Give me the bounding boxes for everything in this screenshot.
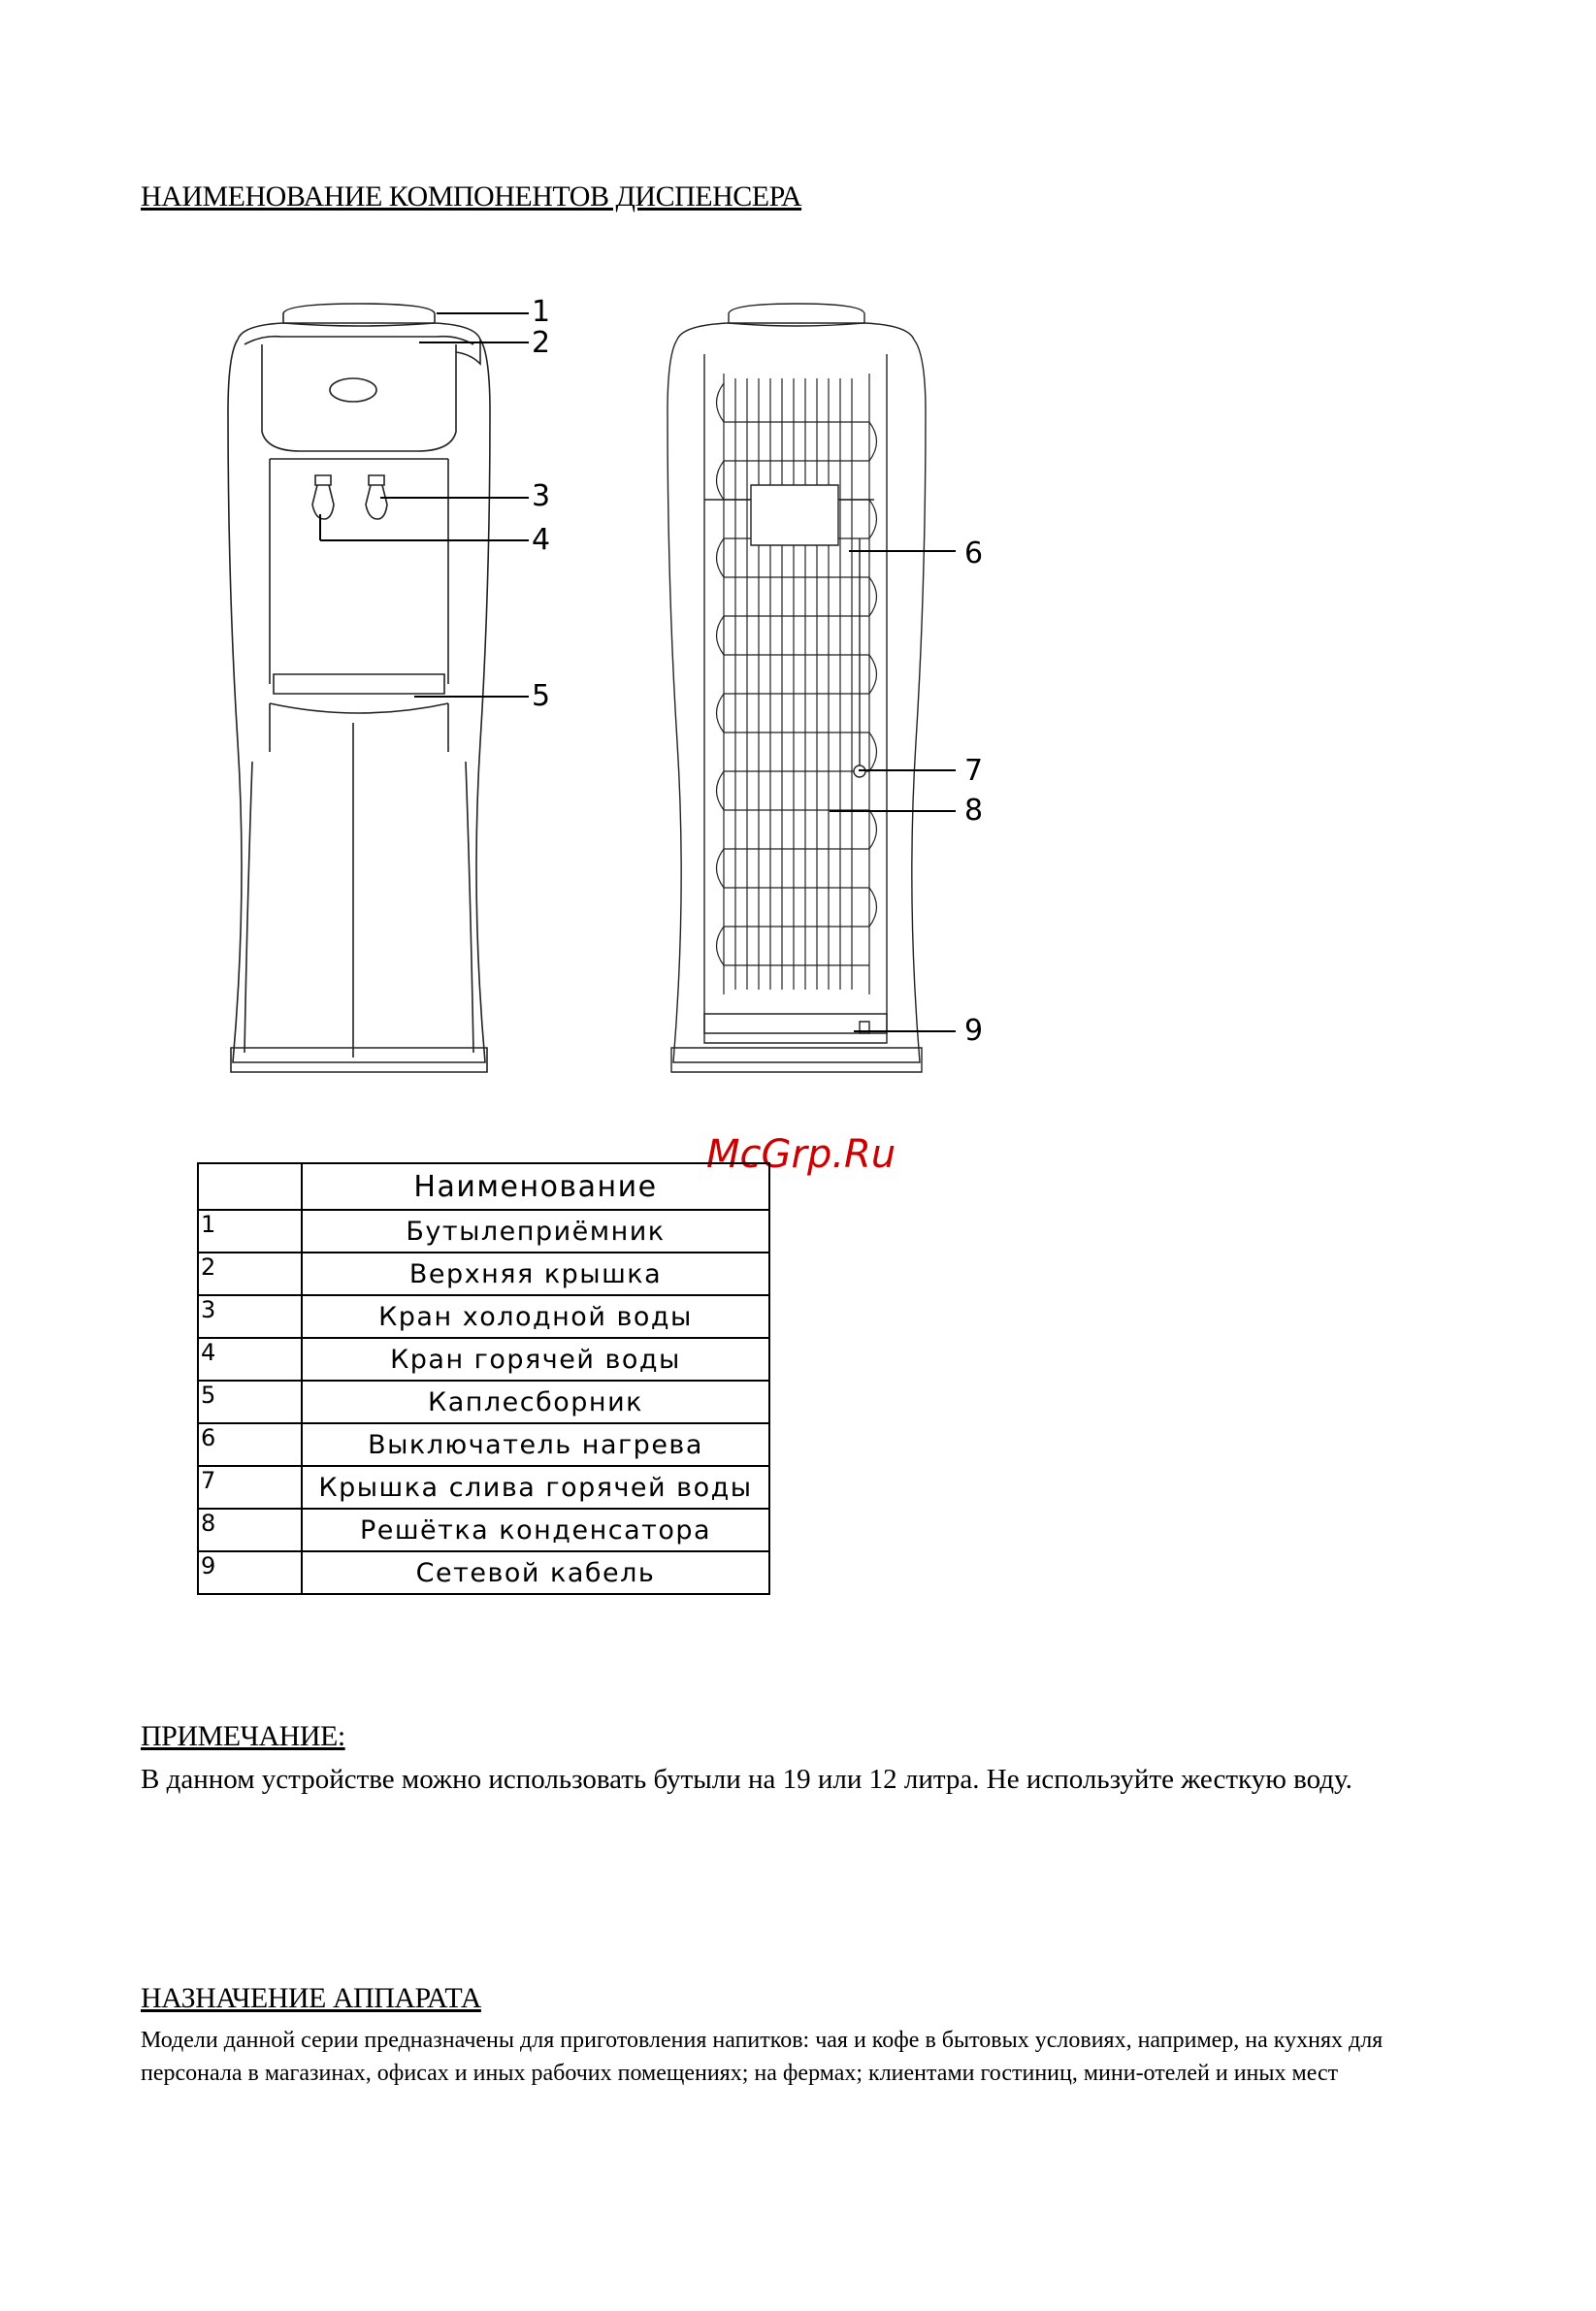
row-name: Каплесборник — [302, 1381, 769, 1423]
table-row — [198, 1466, 769, 1509]
purpose-title: НАЗНАЧЕНИЕ АППАРАТА — [141, 1982, 481, 2014]
row-num: 5 — [198, 1381, 302, 1423]
callout-4: 4 — [532, 523, 551, 557]
table-row — [198, 1338, 769, 1381]
callout-1: 1 — [532, 295, 551, 329]
table-row — [198, 1295, 769, 1338]
table-row — [198, 1423, 769, 1466]
table-row — [198, 1381, 769, 1423]
row-name: Сетевой кабель — [302, 1551, 769, 1594]
row-name: Кран холодной воды — [302, 1295, 769, 1338]
row-name: Верхняя крышка — [302, 1253, 769, 1295]
table-row — [198, 1210, 769, 1253]
row-num: 8 — [198, 1509, 302, 1551]
note-text: В данном устройстве можно использовать бутыли на 19 или 12 литра. Не используйте жесткую воду. — [141, 1764, 1352, 1795]
callout-5: 5 — [532, 679, 551, 713]
purpose-line-1: Модели данной серии предназначены для приготовления напитков: чая и кофе в бытовых условиях, например, на кухнях для — [141, 2028, 1384, 2053]
table-row — [198, 1509, 769, 1551]
table-row — [198, 1551, 769, 1594]
table-header-row — [198, 1163, 769, 1210]
row-num: 2 — [198, 1253, 302, 1295]
callout-leaders — [0, 0, 1596, 1116]
parts-table — [197, 1162, 770, 1595]
callout-6: 6 — [964, 537, 984, 570]
row-num: 9 — [198, 1551, 302, 1594]
callout-8: 8 — [964, 794, 984, 828]
purpose-line-2: персонала в магазинах, офисах и иных рабочих помещениях; на фермах; клиентами гостиниц, мини-отелей и иных мест — [141, 2061, 1339, 2086]
note-title: ПРИМЕЧАНИЕ: — [141, 1720, 345, 1752]
row-name: Решётка конденсатора — [302, 1509, 769, 1551]
callout-7: 7 — [964, 754, 984, 788]
row-num: 3 — [198, 1295, 302, 1338]
callout-3: 3 — [532, 479, 551, 513]
row-num: 7 — [198, 1466, 302, 1509]
row-name: Бутылеприёмник — [302, 1210, 769, 1253]
callout-9: 9 — [964, 1014, 984, 1048]
callout-2: 2 — [532, 326, 551, 360]
table-row — [198, 1253, 769, 1295]
table-header-num — [198, 1163, 302, 1210]
watermark: McGrp.Ru — [706, 1132, 896, 1177]
row-name: Крышка слива горячей воды — [302, 1466, 769, 1509]
row-num: 6 — [198, 1423, 302, 1466]
row-num: 1 — [198, 1210, 302, 1253]
row-num: 4 — [198, 1338, 302, 1381]
row-name: Выключатель нагрева — [302, 1423, 769, 1466]
table-header-name: Наименование — [302, 1163, 769, 1210]
row-name: Кран горячей воды — [302, 1338, 769, 1381]
section-title-components: НАИМЕНОВАНИЕ КОМПОНЕНТОВ ДИСПЕНСЕРА — [141, 180, 802, 212]
